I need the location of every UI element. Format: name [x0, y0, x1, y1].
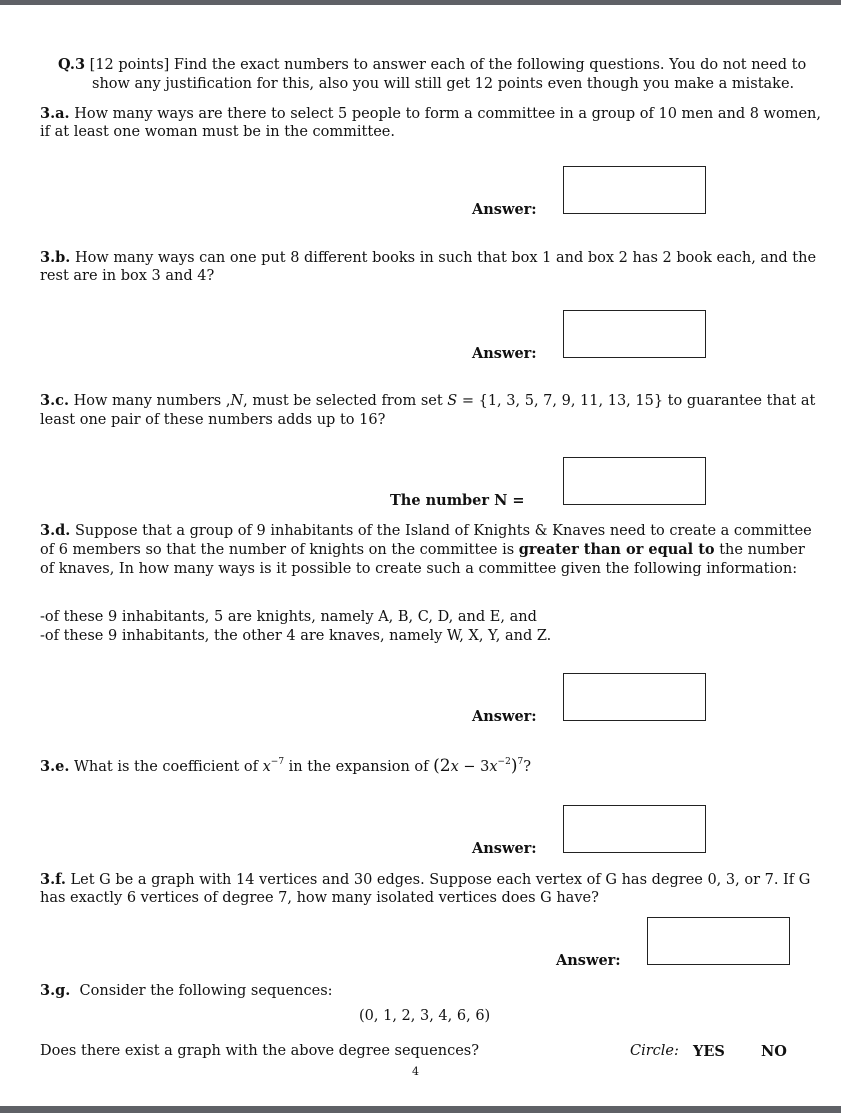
q3e-line1	[40, 757, 531, 779]
q3b-tag: 3.b.	[40, 249, 71, 266]
q3c-var-n: N	[230, 393, 244, 409]
q3e-expr-close: )	[510, 756, 518, 776]
q3e-tag: 3.e.	[40, 758, 70, 775]
q3d-text-2a: of 6 members so that the number of knights on the committee is	[40, 542, 519, 558]
q3d-text-2b: the number	[714, 542, 805, 558]
q3b-answer-box[interactable]	[563, 310, 706, 358]
q3e-answer-box[interactable]	[563, 805, 706, 853]
q3-text-1: [12 points] Find the exact numbers to answer each of the following questions. You do not need to	[89, 57, 807, 73]
q3f-line2: has exactly 6 vertices of degree 7, how many isolated vertices does G have?	[40, 890, 599, 906]
q3e-expr-open: (2	[433, 756, 451, 776]
q3a-tag: 3.a.	[40, 105, 70, 122]
q3a-answer-label: Answer:	[472, 201, 537, 218]
q3g-circle-text: Circle:	[630, 1043, 679, 1059]
q3e-answer-label: Answer:	[472, 840, 537, 857]
no-option[interactable]: NO	[761, 1043, 787, 1060]
q3c-line1	[40, 391, 815, 411]
q3e-end: ?	[523, 759, 531, 775]
q3c-text-a: How many numbers ,	[73, 393, 231, 409]
q3c-answer-box[interactable]	[563, 457, 706, 505]
q3c-tag: 3.c.	[40, 392, 70, 409]
q3d-emphasis: greater than or equal to	[518, 541, 715, 558]
q3d-line2	[40, 540, 805, 560]
q3b-line1	[40, 248, 816, 268]
top-bar	[0, 0, 841, 5]
q3g-line1	[40, 981, 333, 1001]
q3g-circle-label	[630, 1042, 679, 1061]
q3a-line2: if at least one woman must be in the committee.	[40, 124, 395, 140]
q3g-sequence: (0, 1, 2, 3, 4, 6, 6)	[359, 1008, 491, 1024]
q3e-var-x: x	[262, 759, 271, 775]
q3b-answer-label: Answer:	[472, 345, 537, 362]
q3g-question: Does there exist a graph with the above degree sequences?	[40, 1043, 480, 1059]
page-number: 4	[412, 1065, 419, 1078]
q3d-line1	[40, 521, 812, 541]
q3-line2: show any justification for this, also you will still get 12 points even though you make a mistake.	[92, 76, 795, 92]
q3-tag: Q.3	[58, 56, 86, 73]
q3d-info1: -of these 9 inhabitants, 5 are knights, namely A, B, C, D, and E, and	[40, 609, 537, 625]
q3d-answer-box[interactable]	[563, 673, 706, 721]
q3e-exp-2: −2	[497, 757, 511, 767]
q3e-exp-1: −7	[270, 757, 285, 767]
q3a-text-1: How many ways are there to select 5 people to form a committee in a group of 10 men and 8 women,	[74, 106, 821, 122]
q3c-text-b: , must be selected from set	[243, 393, 448, 409]
q3c-set: = {1, 3, 5, 7, 9, 11, 13, 15} to guarantee that at	[457, 393, 816, 409]
q3a-answer-box[interactable]	[563, 166, 706, 214]
q3e-expr-minus: − 3	[458, 759, 490, 775]
q3g-text-1: Consider the following sequences:	[79, 983, 333, 999]
q3e-text-a: What is the coefficient of	[74, 759, 263, 775]
q3b-text-1: How many ways can one put 8 different books in such that box 1 and box 2 has 2 book each, and the	[74, 250, 817, 266]
bottom-bar	[0, 1106, 841, 1113]
q3d-answer-label: Answer:	[472, 708, 537, 725]
q3d-info2: -of these 9 inhabitants, the other 4 are knaves, namely W, X, Y, and Z.	[40, 628, 552, 644]
q3b-line2: rest are in box 3 and 4?	[40, 268, 215, 284]
q3d-line3: of knaves, In how many ways is it possible to create such a committee given the following information:	[40, 561, 798, 577]
q3a-line1	[40, 104, 821, 124]
q3f-line1	[40, 870, 810, 890]
q3-line1	[58, 55, 806, 75]
yes-option[interactable]: YES	[693, 1043, 725, 1060]
q3e-expr-x1: x	[450, 759, 459, 775]
q3f-text-1: Let G be a graph with 14 vertices and 30 edges. Suppose each vertex of G has degree 0, 3, or 7. If G	[70, 872, 811, 888]
q3f-tag: 3.f.	[40, 871, 66, 888]
q3e-exp-3: 7	[517, 757, 524, 767]
q3c-line2: least one pair of these numbers adds up to 16?	[40, 412, 386, 428]
q3c-answer-label: The number N =	[390, 492, 525, 509]
q3d-tag: 3.d.	[40, 522, 71, 539]
q3f-answer-box[interactable]	[647, 917, 790, 965]
q3d-text-1: Suppose that a group of 9 inhabitants of the Island of Knights & Knaves need to create a committee	[74, 523, 812, 539]
q3g-tag: 3.g.	[40, 982, 71, 999]
q3c-var-s: S	[447, 393, 458, 409]
q3f-answer-label: Answer:	[556, 952, 621, 969]
q3e-text-b: in the expansion of	[284, 759, 434, 775]
q3e-expr-x2: x	[489, 759, 498, 775]
